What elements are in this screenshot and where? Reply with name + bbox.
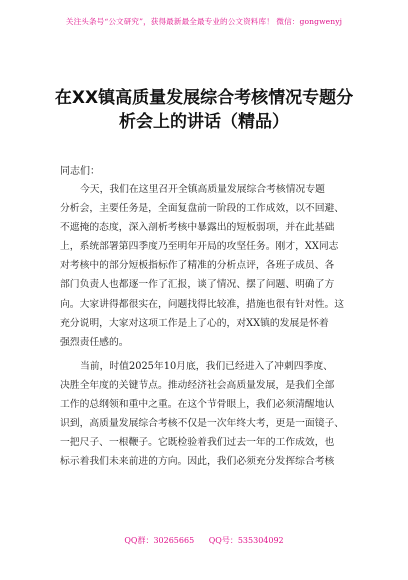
text-line: 当前，时值2025年10月底，我们已经进入了冲刺四季度、 (80, 360, 333, 372)
salutation: 同志们： (60, 166, 100, 177)
document-body (60, 180, 354, 476)
text-line: 决胜全年度的关键节点。推动经济社会高质量发展，是我们全部 (60, 379, 335, 391)
text-line: 标示着我们未来前进的方向。因此，我们必须充分发挥综合考核 (60, 456, 335, 468)
text-line: 强烈责任感的。 (60, 336, 129, 348)
paragraph (60, 180, 354, 352)
text-line: 今天，我们在这里召开全镇高质量发展综合考核情况专题 (80, 184, 325, 195)
qq-number-text: QQ号：535304092 (208, 536, 284, 545)
title-line: 析会上的讲话（精品） (119, 112, 289, 132)
text-line: 工作的总纲领和重中之重。在这个节骨眼上，我们必须清醒地认 (60, 399, 335, 411)
footer-contact (0, 535, 408, 546)
header-note: 关注头条号“公文研究”，获得最新最全最专业的公文资料库！ 微信：gongwenyj (65, 17, 343, 26)
qq-group-text: QQ群：30265665 (124, 536, 195, 545)
text-line: 向。大家讲得都很实在，问题找得比较准，措施也很有针对性。这 (60, 298, 345, 310)
document-title (44, 86, 364, 134)
paragraph (60, 357, 354, 472)
text-line: 部门负责人也都逐一作了汇报，谈了情况、摆了问题、明确了方 (60, 279, 335, 291)
text-line: 识到，高质量发展综合考核不仅是一次年终大考，更是一面镜子、 (60, 418, 345, 430)
text-line: 上，系统部署第四季度乃至明年开局的攻坚任务。刚才，XX同志 (60, 241, 339, 253)
text-line: 对考核中的部分短板指标作了精准的分析点评，各班子成员、各 (60, 260, 335, 272)
title-line: 在XX镇高质量发展综合考核情况专题分 (54, 88, 354, 108)
text-line: 充分说明，大家对这项工作是上了心的，对XX镇的发展是怀着 (60, 317, 329, 329)
text-line: 一把尺子、一根鞭子。它既检验着我们过去一年的工作成效，也 (60, 437, 335, 449)
text-line: 分析会，主要任务是，全面复盘前一阶段的工作成效，以不回避、 (60, 203, 345, 215)
text-line: 不遮掩的态度，深入剖析考核中暴露出的短板弱项，并在此基础 (60, 222, 335, 234)
